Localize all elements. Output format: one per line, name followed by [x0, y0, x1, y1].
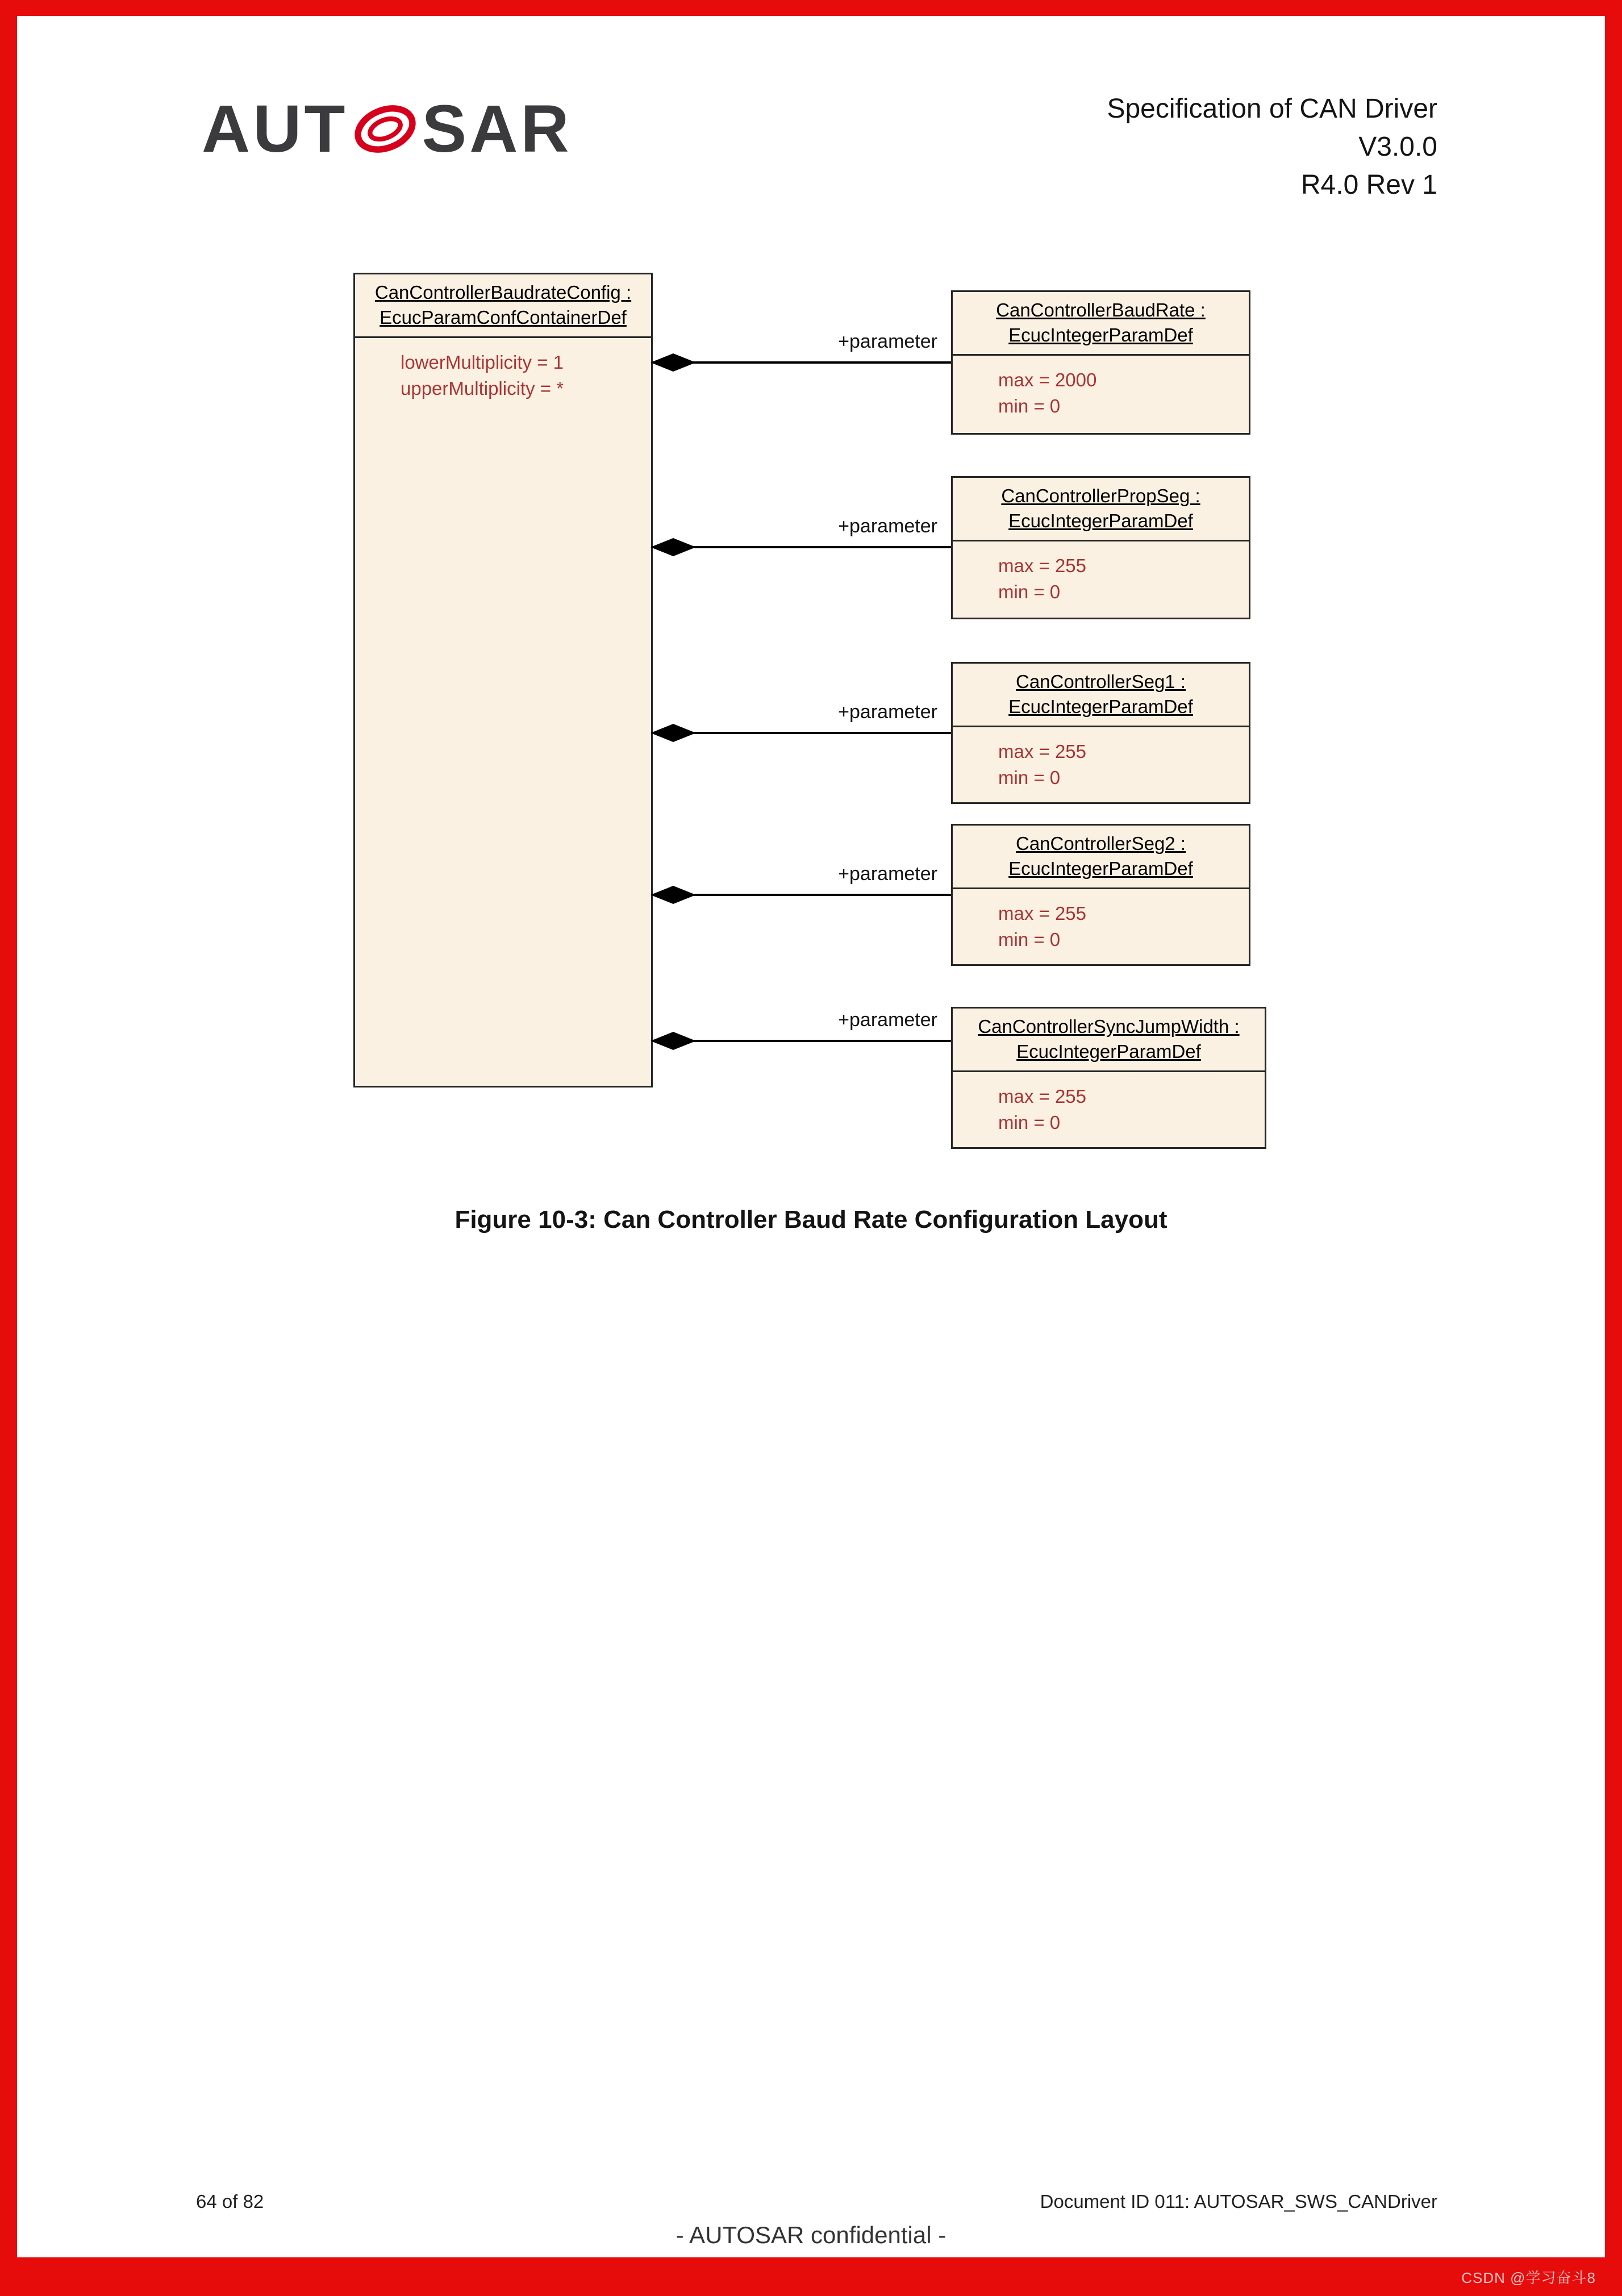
connector-label-parameter-4: +parameter	[838, 863, 937, 885]
param-propseg-title-line2: EcucIntegerParamDef	[1008, 510, 1193, 531]
figure-caption: Figure 10-3: Can Controller Baud Rate Configuration Layout	[455, 1206, 1167, 1234]
param-seg2-attr-min: min = 0	[998, 929, 1061, 950]
param-box-propseg	[951, 476, 1250, 619]
param-seg1-title-line2: EcucIntegerParamDef	[1008, 696, 1193, 717]
param-box-seg2	[951, 824, 1250, 966]
composition-diamond-icon-1	[651, 353, 696, 372]
param-box-baudrate-attributes	[953, 356, 1249, 419]
composition-connector-line-2	[659, 546, 951, 548]
connector-label-parameter-1: +parameter	[838, 331, 937, 352]
param-box-baudrate	[951, 290, 1250, 435]
param-propseg-title-line1: CanControllerPropSeg :	[1001, 485, 1200, 506]
doc-title-line3: R4.0 Rev 1	[1300, 170, 1437, 200]
composition-connector-line-4	[659, 894, 951, 896]
footer-confidential-notice: - AUTOSAR confidential -	[676, 2222, 946, 2248]
param-box-syncjumpwidth	[951, 1007, 1266, 1149]
param-syncjumpwidth-attr-max: max = 255	[998, 1086, 1087, 1107]
uml-container-box	[353, 273, 653, 1087]
param-seg2-title-line2: EcucIntegerParamDef	[1008, 858, 1193, 879]
composition-diamond-icon-5	[651, 1032, 696, 1050]
autosar-logo-text-right: SAR	[422, 91, 572, 166]
param-box-propseg-title	[953, 478, 1249, 541]
red-frame-bottom	[0, 2257, 1622, 2296]
autosar-logo	[202, 91, 572, 166]
container-box-title	[355, 274, 651, 338]
param-box-syncjumpwidth-attributes	[953, 1072, 1265, 1136]
composition-diamond-icon-4	[651, 886, 696, 904]
composition-diamond-icon-2	[651, 538, 696, 556]
container-title-line1: CanControllerBaudrateConfig :	[374, 282, 632, 303]
param-baudrate-attr-min: min = 0	[998, 395, 1061, 416]
footer-page-number: 64 of 82	[196, 2191, 264, 2212]
param-box-seg2-title	[953, 826, 1249, 889]
param-syncjumpwidth-title-line2: EcucIntegerParamDef	[1016, 1041, 1201, 1062]
param-seg2-title-line1: CanControllerSeg2 :	[1016, 833, 1186, 854]
param-baudrate-attr-max: max = 2000	[998, 369, 1097, 390]
autosar-logo-o-icon	[349, 99, 421, 159]
container-attr-upper-multiplicity: upperMultiplicity = *	[401, 378, 564, 399]
param-baudrate-title-line1: CanControllerBaudRate :	[996, 299, 1206, 320]
autosar-logo-text-left: AUT	[202, 91, 348, 166]
param-box-baudrate-title	[953, 292, 1249, 356]
param-syncjumpwidth-attr-min: min = 0	[998, 1112, 1061, 1133]
param-seg1-attr-max: max = 255	[998, 741, 1087, 762]
param-seg1-attr-min: min = 0	[998, 767, 1061, 788]
param-baudrate-title-line2: EcucIntegerParamDef	[1008, 324, 1193, 345]
connector-label-parameter-3: +parameter	[838, 701, 937, 723]
connector-label-parameter-5: +parameter	[838, 1009, 937, 1031]
param-box-seg1-attributes	[953, 727, 1249, 791]
composition-connector-line-5	[659, 1040, 951, 1042]
watermark-text: CSDN @学习奋斗8	[1461, 2269, 1596, 2286]
param-seg2-attr-max: max = 255	[998, 903, 1087, 924]
param-box-seg2-attributes	[953, 889, 1249, 953]
footer-document-id: Document ID 011: AUTOSAR_SWS_CANDriver	[1040, 2191, 1437, 2212]
connector-label-parameter-2: +parameter	[838, 515, 937, 537]
param-box-propseg-attributes	[953, 541, 1249, 605]
doc-title-line2: V3.0.0	[1358, 132, 1437, 162]
param-propseg-attr-max: max = 255	[998, 555, 1087, 576]
composition-connector-line-3	[659, 732, 951, 734]
param-box-seg1	[951, 662, 1250, 804]
doc-title-line1: Specification of CAN Driver	[1107, 94, 1437, 124]
param-box-syncjumpwidth-title	[953, 1009, 1265, 1072]
container-title-line2: EcucParamConfContainerDef	[380, 307, 627, 328]
composition-connector-line-1	[659, 361, 951, 364]
param-propseg-attr-min: min = 0	[998, 581, 1061, 602]
document-title-block	[1107, 90, 1437, 204]
red-frame-right	[1605, 0, 1622, 2296]
param-syncjumpwidth-title-line1: CanControllerSyncJumpWidth :	[978, 1016, 1240, 1037]
container-attr-lower-multiplicity: lowerMultiplicity = 1	[401, 352, 564, 373]
container-box-attributes	[355, 338, 651, 402]
param-box-seg1-title	[953, 664, 1249, 727]
red-frame-top	[0, 0, 1622, 16]
composition-diamond-icon-3	[651, 724, 696, 742]
param-seg1-title-line1: CanControllerSeg1 :	[1016, 671, 1186, 692]
red-frame-left	[0, 0, 17, 2296]
